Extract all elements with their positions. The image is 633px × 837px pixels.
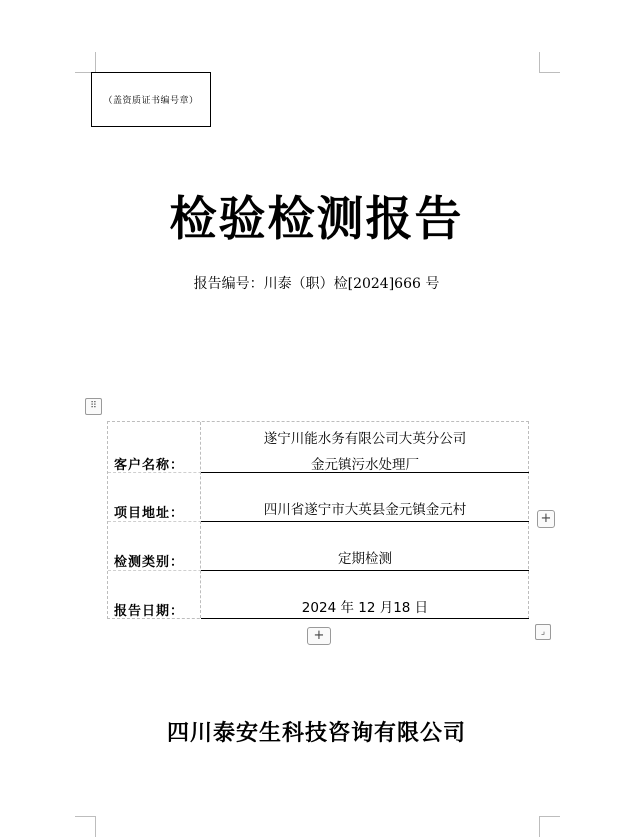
info-table: [107, 421, 529, 619]
test-category-value[interactable]: 定期检测: [338, 551, 392, 567]
client-name-value-line2[interactable]: 金元镇污水处理厂: [311, 457, 419, 473]
column-divider: [200, 422, 201, 618]
test-category-label: 检测类别：: [114, 555, 185, 570]
client-name-label: 客户名称：: [114, 458, 185, 473]
test-category-underline: [201, 570, 529, 571]
crop-mark-bottom-left: [75, 816, 96, 837]
stamp-box-text: （盖资质证书编号章）: [103, 96, 199, 106]
add-row-plus-icon[interactable]: +: [307, 627, 331, 645]
crop-mark-top-left: [75, 52, 96, 73]
company-name: 四川泰安生科技咨询有限公司: [166, 720, 466, 746]
crop-mark-top-right: [539, 52, 560, 73]
client-name-underline: [201, 472, 529, 473]
report-title: 检验检测报告: [169, 192, 464, 247]
add-column-plus-icon[interactable]: +: [537, 510, 555, 528]
project-address-underline: [201, 521, 529, 522]
report-number: 报告编号：川泰（职）检[2024]666 号: [193, 276, 440, 292]
resize-corner-icon[interactable]: ⌟: [535, 624, 551, 640]
project-address-label: 项目地址：: [114, 506, 185, 521]
report-date-underline: [201, 618, 529, 619]
move-handle-icon[interactable]: ⠿: [85, 398, 102, 415]
report-date-label: 报告日期：: [114, 604, 185, 619]
report-date-value[interactable]: 2024 年 12 月18 日: [301, 600, 429, 616]
crop-mark-bottom-right: [539, 816, 560, 837]
project-address-value[interactable]: 四川省遂宁市大英县金元镇金元村: [263, 502, 467, 518]
stamp-box: [91, 72, 211, 127]
client-name-value-line1[interactable]: 遂宁川能水务有限公司大英分公司: [263, 431, 467, 447]
